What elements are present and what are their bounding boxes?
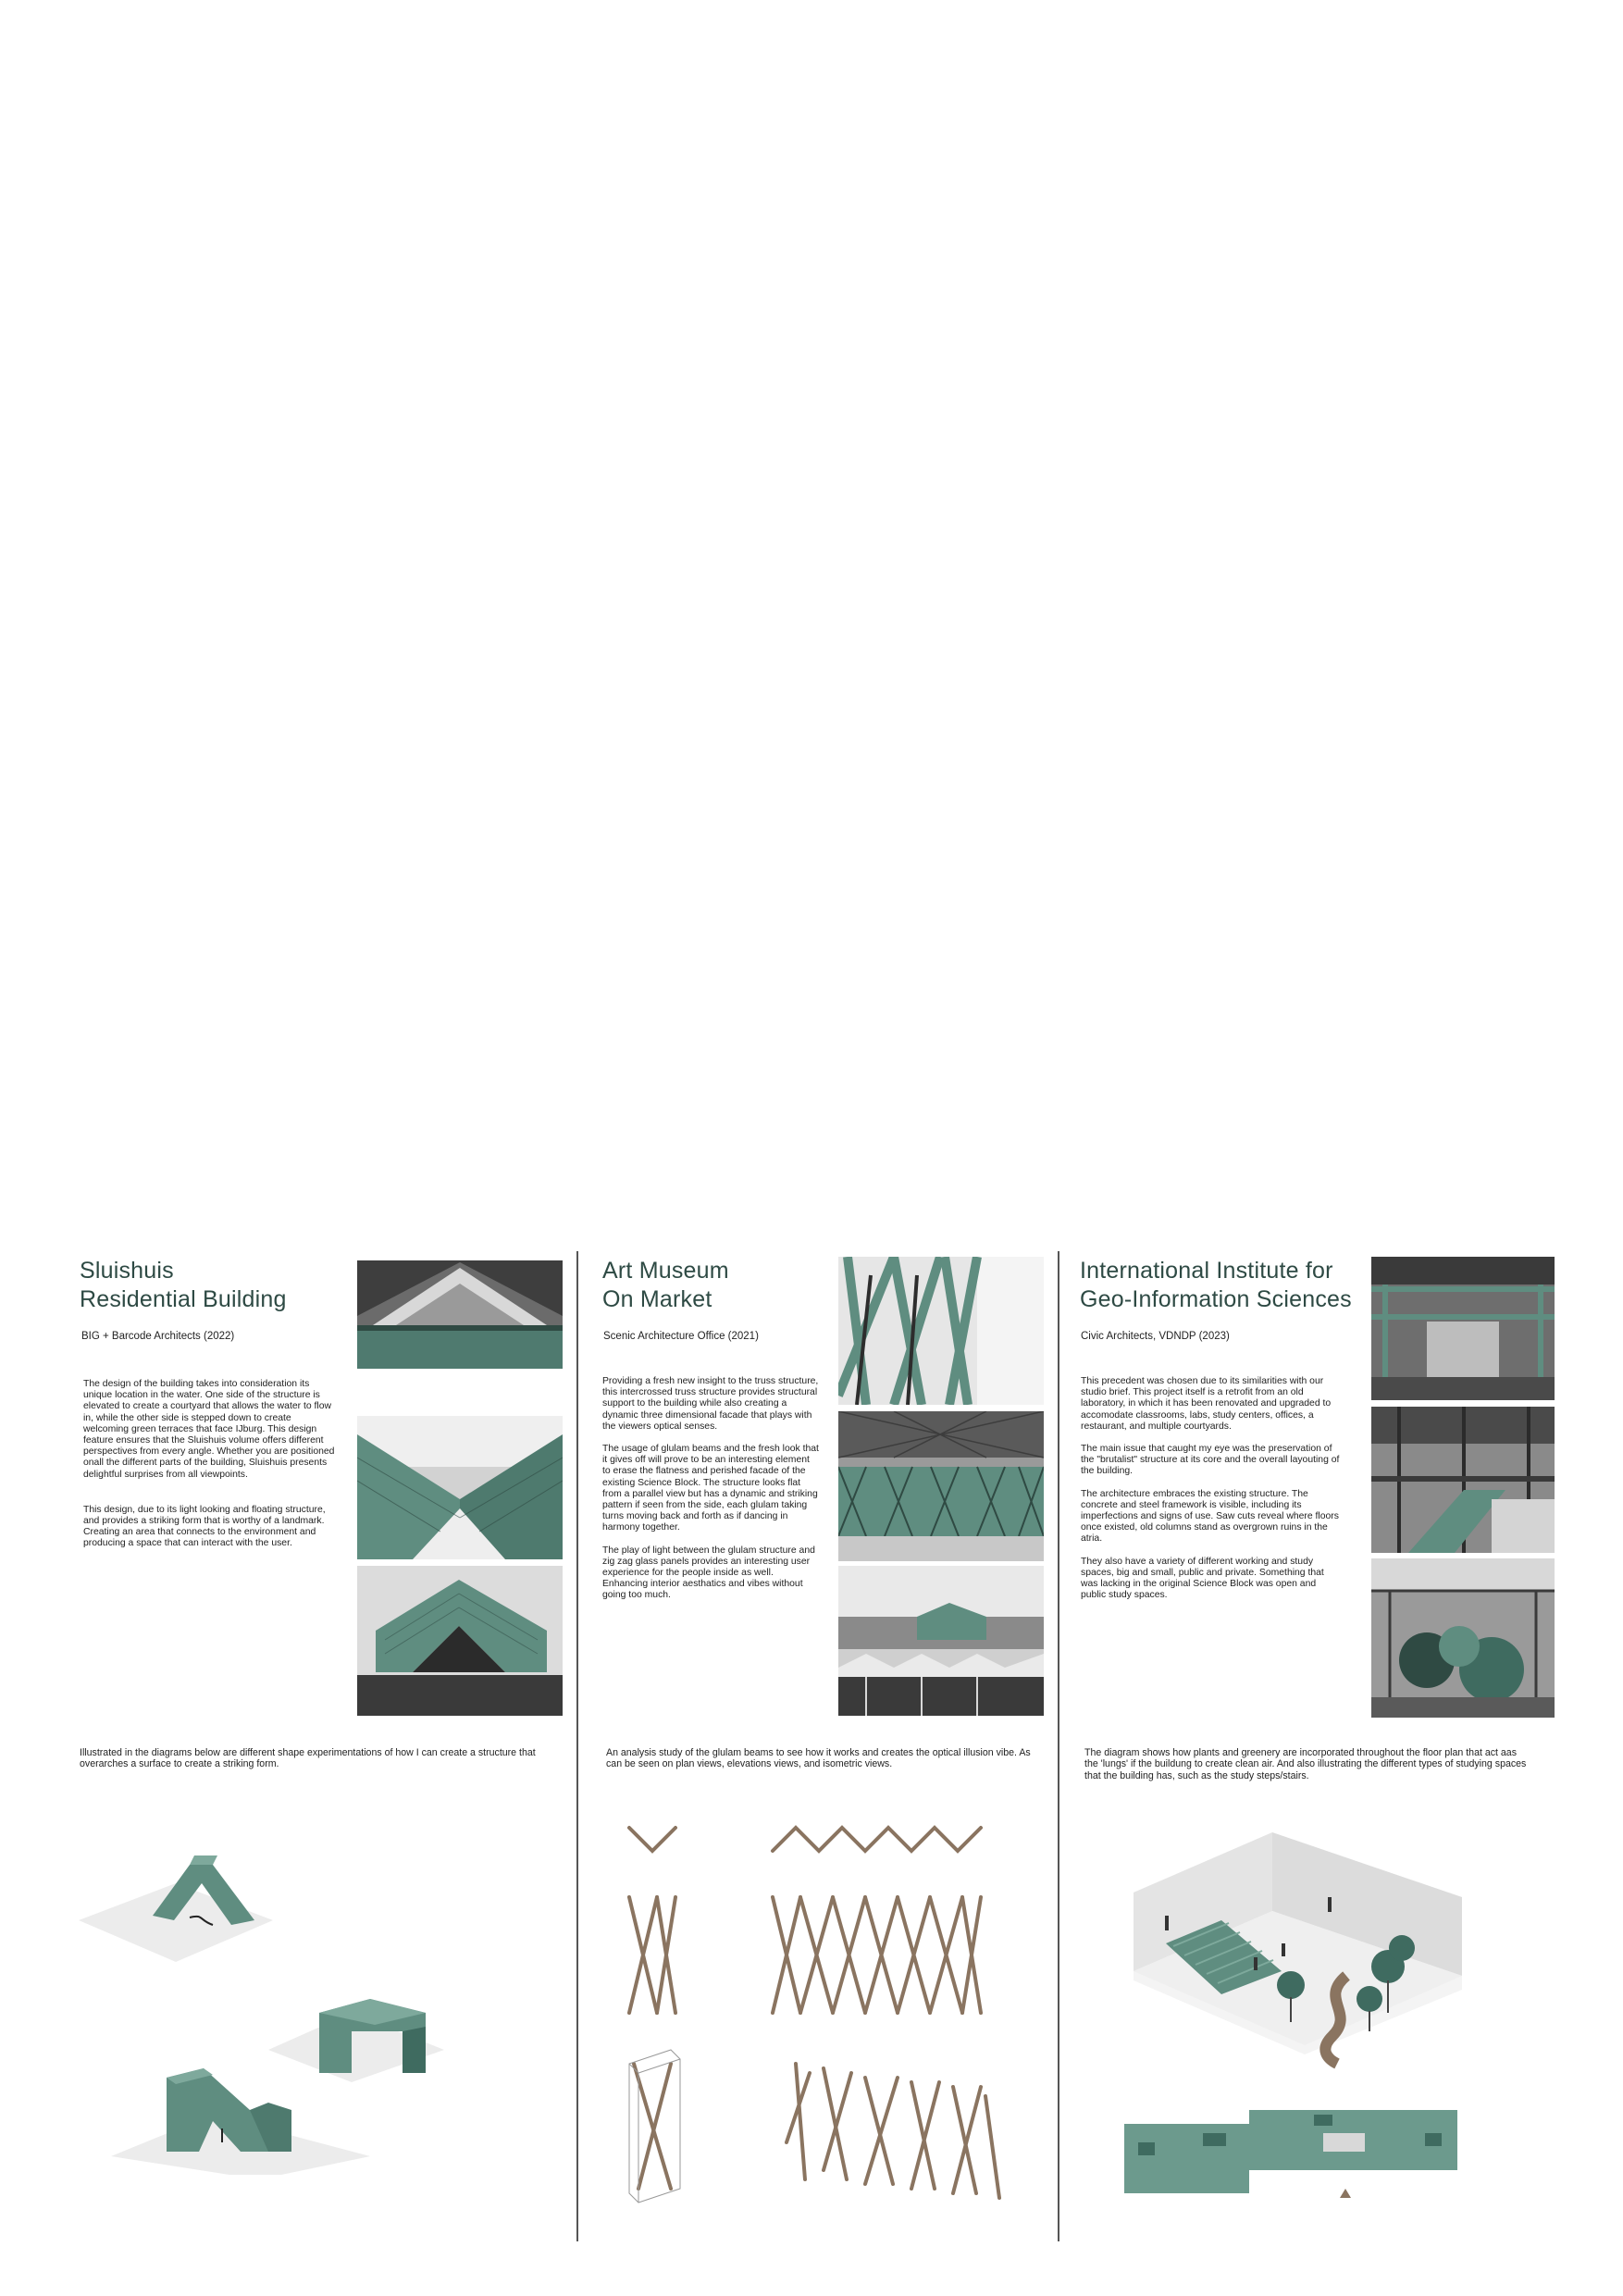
sluishuis-photo-1 bbox=[357, 1260, 563, 1369]
column-divider bbox=[576, 1251, 578, 2241]
architect-credit: BIG + Barcode Architects (2022) bbox=[81, 1331, 235, 1342]
body-text bbox=[602, 1376, 820, 1613]
paragraph: The play of light between the glulam structure and zig zag glass panels provides an interesting user experience for the people inside as well. Enhancing interior aesthatics and vibes without going too much. bbox=[602, 1545, 815, 1601]
body-text bbox=[1081, 1376, 1342, 1612]
diagram-caption: Illustrated in the diagrams below are different shape experimentations of how I can create a structure that overarches a surface to create a striking form. bbox=[80, 1747, 536, 1770]
title-line-2: Geo-Information Sciences bbox=[1080, 1286, 1352, 1312]
glulam-beams-icon bbox=[615, 1818, 1022, 2207]
title-line-2: On Market bbox=[602, 1286, 712, 1312]
paragraph: The design of the building takes into consideration its unique location in the water. One side of the structure is elevated to create a courtyard that allows the water to flow in, while the other side is stepped down to create welcoming green terraces that face IJburg. This design feature ensures that the Sluishuis volume offers different perspectives from every angle. Whether you are positioned onall the different parts of the building, Sluishuis presents delightful surprises from all viewpoints. bbox=[83, 1379, 335, 1480]
sluishuis-photo-3 bbox=[357, 1566, 563, 1716]
title-line-1: Sluishuis bbox=[80, 1258, 174, 1284]
body-text bbox=[83, 1379, 338, 1561]
paragraph: The architecture embraces the existing structure. The concrete and steel framework is visible, including its imperfections and signs of use. Saw cuts reveal where floors once existed, old columns stand as overgrown ruins in the atria. bbox=[1081, 1488, 1339, 1545]
diagram-caption: The diagram shows how plants and greenery are incorporated throughout the floor plan that act aas the 'lungs' if the buildung to create clean air. And also illustrating the different types of studying spaces that the building has, such as the study steps/stairs. bbox=[1084, 1747, 1527, 1781]
paragraph: This precedent was chosen due to its similarities with our studio brief. This project itself is a retrofit from an old laboratory, in which it has been renovated and upgraded to accomodate classrooms, labs, study centers, offices, a restaurant, and multiple courtyards. bbox=[1081, 1376, 1332, 1432]
paragraph: This design, due to its light looking and floating structure, and provides a striking form that is worthy of a landmark. Creating an area that connects to the environment and producing a space that can interact with the user. bbox=[83, 1504, 326, 1549]
title-line-1: Art Museum bbox=[602, 1258, 729, 1284]
massing-models-icon bbox=[74, 1832, 555, 2175]
diagram-caption: An analysis study of the glulam beams to see how it works and creates the optical illusion vibe. As can be seen on plan views, elevations views, and isometric views. bbox=[606, 1747, 1031, 1770]
architect-credit: Civic Architects, VDNDP (2023) bbox=[1081, 1331, 1230, 1342]
section-title bbox=[602, 1257, 729, 1314]
title-line-2: Residential Building bbox=[80, 1286, 287, 1312]
museum-photo-2 bbox=[838, 1411, 1044, 1561]
paragraph: Providing a fresh new insight to the truss structure, this intercrossed truss structure provides structural support to the building while also creating a dynamic three dimensional facade that plays with the viewers optical senses. bbox=[602, 1376, 819, 1432]
museum-photo-1 bbox=[838, 1257, 1044, 1405]
itc-photo-3 bbox=[1371, 1558, 1555, 1718]
paragraph: They also have a variety of different working and study spaces, big and small, public and private. Something that was lacking in the original Science Block was open and public study spaces. bbox=[1081, 1556, 1324, 1601]
architect-credit: Scenic Architecture Office (2021) bbox=[603, 1331, 759, 1342]
sluishuis-photo-2 bbox=[357, 1416, 563, 1559]
isometric-atrium-icon bbox=[1120, 1828, 1490, 2207]
paragraph: The usage of glulam beams and the fresh look that it gives off will prove to be an interesting element to erase the flatness and perished facade of the existing Science Block. The structure looks flat from a parallel view but has a dynamic and striking pattern if seen from the side, each glulam taking turns moving back and forth as if dancing in harmony together. bbox=[602, 1444, 819, 1533]
section-title bbox=[80, 1257, 287, 1314]
museum-photo-3 bbox=[838, 1566, 1044, 1716]
title-line-1: International Institute for bbox=[1080, 1258, 1333, 1284]
itc-photo-2 bbox=[1371, 1407, 1555, 1553]
column-divider bbox=[1058, 1251, 1059, 2241]
section-title bbox=[1080, 1257, 1352, 1314]
itc-photo-1 bbox=[1371, 1257, 1555, 1400]
paragraph: The main issue that caught my eye was the preservation of the "brutalist" structure at its core and the overall layouting of the building. bbox=[1081, 1444, 1340, 1477]
